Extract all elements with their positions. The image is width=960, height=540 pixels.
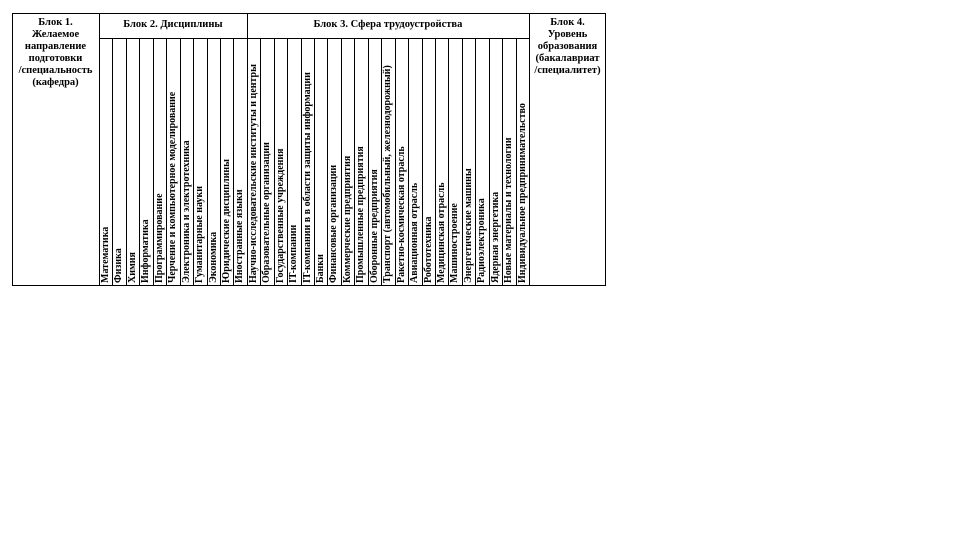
block1-title: Блок 1. — [38, 17, 73, 28]
employment-label: Энергетические машины — [462, 168, 474, 283]
discipline-label: Экономика — [207, 231, 219, 283]
block2-title: Блок 2. Дисциплины — [123, 19, 223, 30]
block4-line: /специалитет) — [534, 65, 601, 76]
employment-label: Государственные учреждения — [274, 148, 286, 283]
block2-header — [99, 13, 247, 38]
block1-line: Желаемое — [31, 29, 80, 40]
block1-header — [12, 13, 99, 286]
block4-header — [529, 13, 606, 286]
employment-label: Машиностроение — [449, 203, 461, 283]
block3-title: Блок 3. Сфера трудоустройства — [313, 19, 463, 30]
employment-label: Транспорт (автомобильный, железнодорожный) — [382, 65, 394, 283]
employment-label: IT-компании в в области защиты информации — [301, 72, 313, 283]
border-left — [12, 13, 13, 286]
employment-label: Медицинская отрасль — [435, 182, 447, 283]
block1-line: направление — [24, 41, 87, 52]
employment-label: Новые материалы и технологии — [503, 137, 515, 283]
employment-label: Научно-исследовательские институты и центры — [247, 64, 259, 283]
discipline-label: Математика — [100, 226, 111, 283]
discipline-label: Химия — [126, 252, 138, 283]
discipline-label: Электроника и электротехника — [180, 140, 192, 283]
discipline-label: Черчение и компьютерное моделирование — [167, 91, 179, 283]
discipline-label: Программирование — [153, 193, 165, 283]
employment-label: Робототехника — [422, 216, 434, 283]
employment-label: Ракетно-космическая отрасль — [395, 146, 407, 283]
discipline-label: Юридические дисциплины — [220, 159, 232, 283]
employment-label: IT-компании — [288, 224, 300, 283]
employment-label: Радиоэлектроника — [476, 198, 488, 283]
block1-line: /специальность — [18, 65, 93, 76]
block1-line: (кафедра) — [32, 77, 79, 88]
block4-line: образования — [537, 41, 598, 52]
column-divider — [314, 38, 315, 286]
employment-label: Ядерная энергетика — [489, 191, 501, 283]
block-divider — [529, 13, 530, 286]
discipline-label: Иностранные языки — [234, 189, 246, 283]
border-bottom — [12, 285, 606, 286]
employment-label: Авиационная отрасль — [409, 182, 421, 283]
block4-line: Уровень — [547, 29, 588, 40]
employment-label: Оборонные предприятия — [368, 169, 380, 283]
employment-label: Банки — [315, 254, 326, 283]
employment-label: Индивидуальное предпринимательство — [516, 103, 528, 283]
employment-label: Промышленные предприятия — [355, 146, 367, 283]
employment-label: Образовательные организации — [261, 142, 273, 283]
block4-line: (бакалавриат — [535, 53, 600, 64]
block4-title: Блок 4. — [550, 17, 585, 28]
border-top — [12, 13, 606, 14]
block3-header — [247, 13, 529, 38]
discipline-label: Гуманитарные науки — [194, 186, 206, 283]
column-divider — [126, 38, 127, 286]
survey-table — [12, 13, 606, 286]
border-right — [605, 13, 606, 286]
employment-label: Коммерческие предприятия — [341, 155, 353, 283]
discipline-label: Информатика — [140, 219, 152, 283]
discipline-label: Физика — [113, 248, 125, 283]
employment-label: Финансовые организации — [328, 164, 340, 283]
block1-line: подготовки — [28, 53, 83, 64]
